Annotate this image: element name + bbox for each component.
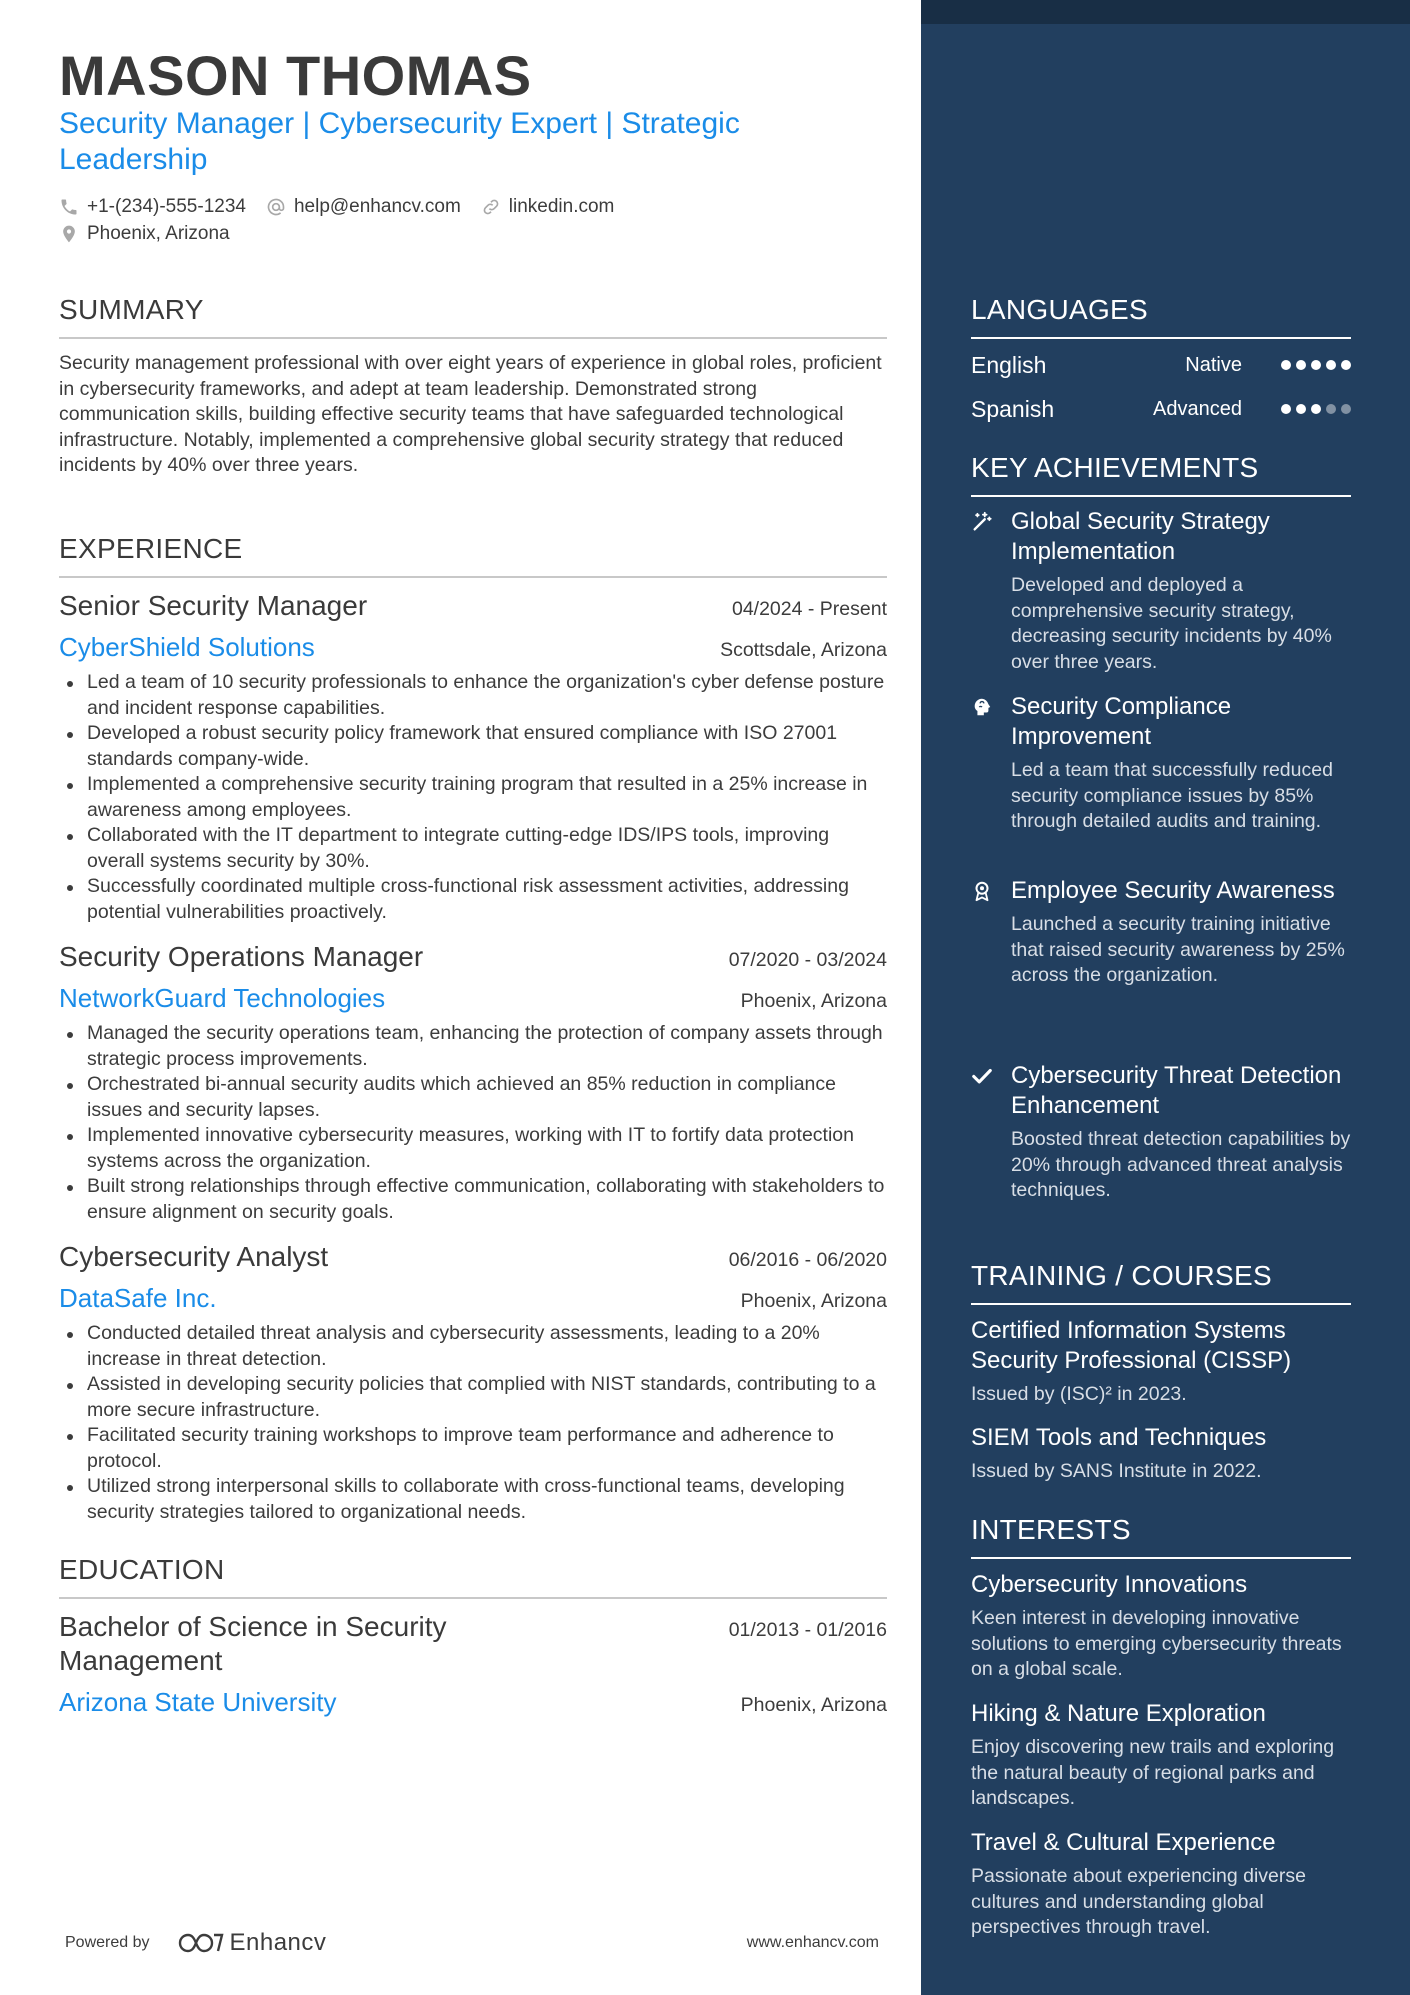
course-desc: Issued by SANS Institute in 2022. — [971, 1460, 1262, 1482]
interest-item — [971, 1570, 1351, 1683]
achievement-item — [971, 876, 1351, 989]
at-icon — [266, 197, 286, 217]
interest-desc: Passionate about experiencing diverse cultures and understanding global perspectives through travel. — [971, 1865, 1306, 1938]
summary-heading: SUMMARY — [59, 293, 887, 339]
job-dates: 07/2020 - 03/2024 — [728, 949, 887, 971]
bullet-item: Orchestrated bi-annual security audits which achieved an 85% reduction in compliance issues and security lapses. — [59, 1072, 887, 1123]
education-dates: 01/2013 - 01/2016 — [728, 1619, 887, 1641]
language-row — [971, 350, 1351, 380]
achievement-item — [971, 507, 1351, 675]
linkedin-item[interactable] — [481, 196, 615, 218]
sidebar-top-band — [921, 0, 1410, 24]
footer-url[interactable]: www.enhancv.com — [746, 1934, 879, 1951]
rating-dot-filled — [1341, 360, 1351, 370]
job-location: Phoenix, Arizona — [740, 1290, 887, 1312]
bullet-item: Utilized strong interpersonal skills to collaborate with cross-functional teams, developing security strategies tailored to organizational needs. — [59, 1474, 887, 1525]
footer — [65, 1925, 879, 1961]
job-entry — [59, 940, 887, 1225]
job-bullets — [59, 670, 887, 925]
job-location: Phoenix, Arizona — [740, 990, 887, 1012]
interest-desc: Keen interest in developing innovative solutions to emerging cybersecurity threats on a global scale. — [971, 1607, 1342, 1680]
education-entry — [59, 1610, 887, 1718]
enhancv-logo-icon — [178, 1931, 224, 1955]
achievement-desc: Developed and deployed a comprehensive security strategy, decreasing security incidents by 40% over three years. — [1011, 574, 1332, 673]
job-title: Cybersecurity Analyst — [59, 1241, 329, 1272]
interest-title: Travel & Cultural Experience — [971, 1829, 1276, 1856]
rating-dot-filled — [1311, 404, 1321, 414]
school-name[interactable]: Arizona State University — [59, 1687, 337, 1717]
location-item — [59, 223, 230, 245]
rating-dot-empty — [1326, 404, 1336, 414]
job-title: Senior Security Manager — [59, 590, 368, 621]
job-dates: 04/2024 - Present — [731, 598, 887, 620]
language-rating — [1276, 360, 1351, 370]
training-heading: TRAINING / COURSES — [971, 1259, 1351, 1305]
rating-dot-filled — [1296, 404, 1306, 414]
phone-text: +1-(234)-555-1234 — [87, 195, 246, 217]
degree-title: Bachelor of Science in Security Management — [59, 1611, 447, 1676]
bullet-item: Conducted detailed threat analysis and cybersecurity assessments, leading to a 20% increase in threat detection. — [59, 1321, 887, 1372]
achievement-desc: Boosted threat detection capabilities by 20% through advanced threat analysis techniques. — [1011, 1128, 1351, 1201]
linkedin-text[interactable]: linkedin.com — [508, 195, 615, 217]
achievement-item — [971, 692, 1351, 835]
company-name[interactable]: NetworkGuard Technologies — [59, 983, 386, 1013]
education-location: Phoenix, Arizona — [740, 1694, 887, 1716]
interest-item — [971, 1699, 1351, 1812]
achievements-heading: KEY ACHIEVEMENTS — [971, 451, 1351, 497]
languages-heading: LANGUAGES — [971, 293, 1351, 339]
award-icon — [971, 880, 993, 902]
rating-dot-empty — [1341, 404, 1351, 414]
job-bullets — [59, 1021, 887, 1225]
achievement-title: Global Security Strategy Implementation — [1011, 508, 1270, 565]
email-item[interactable] — [266, 196, 461, 218]
interest-desc: Enjoy discovering new trails and exploring the natural beauty of regional parks and landscapes. — [971, 1736, 1335, 1809]
course-title: SIEM Tools and Techniques — [971, 1424, 1267, 1451]
course-desc: Issued by (ISC)² in 2023. — [971, 1383, 1187, 1405]
achievement-desc: Led a team that successfully reduced security compliance issues by 85% through detailed audits and training. — [1011, 759, 1333, 832]
course-item — [971, 1316, 1351, 1408]
job-entry — [59, 1240, 887, 1525]
brand-name: Enhancv — [229, 1929, 327, 1956]
email-text[interactable]: help@enhancv.com — [293, 195, 461, 217]
bullet-item: Implemented a comprehensive security training program that resulted in a 25% increase in awareness among employees. — [59, 772, 887, 823]
interest-title: Cybersecurity Innovations — [971, 1571, 1248, 1598]
bullet-item: Collaborated with the IT department to integrate cutting-edge IDS/IPS tools, improving overall systems security by 30%. — [59, 823, 887, 874]
company-name[interactable]: CyberShield Solutions — [59, 632, 315, 662]
language-level: Advanced — [1153, 397, 1242, 420]
bullet-item: Led a team of 10 security professionals to enhance the organization's cyber defense posture and incident response capabilities. — [59, 670, 887, 721]
job-title: Security Operations Manager — [59, 941, 424, 972]
achievement-title: Cybersecurity Threat Detection Enhancement — [1011, 1062, 1342, 1119]
rating-dot-filled — [1296, 360, 1306, 370]
job-entry — [59, 589, 887, 925]
bullet-item: Facilitated security training workshops to improve team performance and adherence to protocol. — [59, 1423, 887, 1474]
bullet-item: Implemented innovative cybersecurity measures, working with IT to fortify data protection systems across the organization. — [59, 1123, 887, 1174]
brain-icon — [971, 696, 993, 718]
candidate-name: MASON THOMAS — [59, 44, 532, 107]
powered-by[interactable] — [65, 1929, 326, 1957]
bullet-item: Assisted in developing security policies that complied with NIST standards, contributing to a more secure infrastructure. — [59, 1372, 887, 1423]
rating-dot-filled — [1326, 360, 1336, 370]
powered-by-label: Powered by — [65, 1934, 150, 1951]
course-item — [971, 1423, 1351, 1485]
phone-item — [59, 196, 246, 218]
job-location: Scottsdale, Arizona — [720, 639, 887, 661]
interest-title: Hiking & Nature Exploration — [971, 1700, 1266, 1727]
course-title: Certified Information Systems Security Professional (CISSP) — [971, 1317, 1292, 1374]
language-name: English — [971, 351, 1047, 378]
rating-dot-filled — [1311, 360, 1321, 370]
achievement-desc: Launched a security training initiative that raised security awareness by 25% across the organization. — [1011, 913, 1345, 986]
language-name: Spanish — [971, 395, 1055, 422]
bullet-item: Managed the security operations team, enhancing the protection of company assets through strategic process improvements. — [59, 1021, 887, 1072]
job-bullets — [59, 1321, 887, 1525]
check-icon — [971, 1065, 993, 1087]
bullet-item: Developed a robust security policy framework that ensured compliance with ISO 27001 standards company-wide. — [59, 721, 887, 772]
interest-item — [971, 1828, 1351, 1941]
job-dates: 06/2016 - 06/2020 — [728, 1249, 887, 1271]
achievement-title: Employee Security Awareness — [1011, 877, 1335, 904]
candidate-headline: Security Manager | Cybersecurity Expert | Strategic Leadership — [59, 107, 740, 176]
summary-text: Security management professional with over eight years of experience in global roles, proficient in cybersecurity frameworks, and adept at team leadership. Demonstrated strong communication skills, building effective security teams that have safeguarded technological infrastructure. Notably, implemented a comprehensive global security strategy that reduced incidents by 40% over three years. — [59, 352, 882, 476]
location-text: Phoenix, Arizona — [87, 222, 230, 244]
interests-heading: INTERESTS — [971, 1513, 1351, 1559]
bullet-item: Successfully coordinated multiple cross-functional risk assessment activities, addressing potential vulnerabilities proactively. — [59, 874, 887, 925]
language-level: Native — [1185, 353, 1242, 376]
rating-dot-filled — [1281, 404, 1291, 414]
wand-icon — [971, 511, 993, 533]
language-row — [971, 394, 1351, 424]
bullet-item: Built strong relationships through effective communication, collaborating with stakeholders to ensure alignment on security goals. — [59, 1174, 887, 1225]
education-heading: EDUCATION — [59, 1553, 887, 1599]
phone-icon — [59, 197, 79, 217]
company-name[interactable]: DataSafe Inc. — [59, 1283, 217, 1313]
rating-dot-filled — [1281, 360, 1291, 370]
link-icon — [481, 197, 501, 217]
language-rating — [1276, 404, 1351, 414]
contact-info — [59, 193, 634, 247]
achievement-title: Security Compliance Improvement — [1011, 693, 1232, 750]
map-pin-icon — [59, 224, 79, 244]
achievement-item — [971, 1061, 1351, 1204]
experience-heading: EXPERIENCE — [59, 532, 887, 578]
